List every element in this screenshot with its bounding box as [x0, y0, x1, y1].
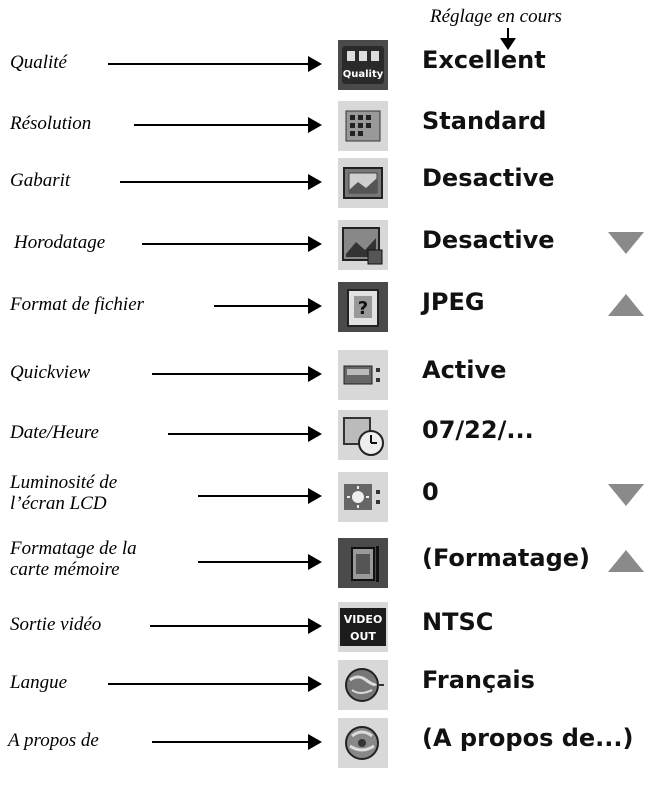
about-icon: [338, 718, 388, 768]
setting-value: Français: [422, 666, 535, 694]
setting-value: Active: [422, 356, 507, 384]
setting-value: Excellent: [422, 46, 546, 74]
setting-label-line: Date/Heure: [10, 422, 99, 443]
setting-label-line: Qualité: [10, 52, 67, 73]
setting-label-line: Langue: [10, 672, 67, 693]
caption-text: Réglage en cours: [430, 6, 562, 27]
setting-label: [10, 672, 67, 693]
clock-icon: [338, 410, 388, 460]
pointer-arrow: [168, 426, 322, 442]
setting-label: [8, 730, 99, 751]
setting-label-line: Format de fichier: [10, 294, 145, 315]
pointer-arrow: [214, 298, 322, 314]
setting-label-line: Formatage de la: [10, 538, 137, 559]
setting-value: Standard: [422, 107, 547, 135]
setting-label-line: Luminosité de: [10, 472, 118, 493]
language-icon: [338, 660, 388, 710]
pointer-arrow: [152, 366, 322, 382]
scroll-down-triangle-icon: [608, 232, 644, 254]
quality-icon: [338, 40, 388, 90]
template-icon: [338, 158, 388, 208]
setting-value: 0: [422, 478, 439, 506]
date-stamp-icon: [338, 220, 388, 270]
pointer-arrow: [198, 554, 322, 570]
setting-value: (Formatage): [422, 544, 591, 572]
setting-label: [10, 538, 137, 580]
setting-value: Desactive: [422, 164, 555, 192]
setting-value: 07/22/...: [422, 416, 534, 444]
setting-value: JPEG: [422, 288, 485, 316]
setting-label-line: Sortie vidéo: [10, 614, 102, 635]
setting-label-line: Horodatage: [14, 232, 106, 253]
pointer-arrow: [198, 488, 322, 504]
svg-text:OUT: OUT: [350, 630, 376, 643]
setting-label: [10, 294, 144, 315]
setting-label-line: l’écran LCD: [10, 493, 107, 514]
setting-label-line: carte mémoire: [10, 559, 120, 580]
setting-label: [10, 422, 99, 443]
svg-text:Quality: Quality: [342, 69, 384, 80]
pointer-arrow: [120, 174, 322, 190]
setting-value: (A propos de...): [422, 724, 634, 752]
video-out-icon: [338, 602, 388, 652]
trash-icon: [338, 538, 388, 588]
scroll-up-triangle-icon: [608, 294, 644, 316]
scroll-up-triangle-icon: [608, 550, 644, 572]
setting-value: Desactive: [422, 226, 555, 254]
setting-label: [10, 113, 91, 134]
setting-label-line: A propos de: [8, 730, 99, 751]
pointer-arrow: [150, 618, 322, 634]
setting-label-line: Résolution: [10, 113, 92, 134]
pointer-arrow: [134, 117, 322, 133]
setting-label-line: Quickview: [10, 362, 91, 383]
resolution-icon: [338, 101, 388, 151]
setting-label: [10, 472, 117, 514]
pointer-arrow: [142, 236, 322, 252]
file-format-icon: [338, 282, 388, 332]
setting-label: [10, 614, 101, 635]
quickview-icon: [338, 350, 388, 400]
svg-text:VIDEO: VIDEO: [343, 613, 383, 626]
setting-label: [10, 170, 70, 191]
setting-label: [14, 232, 105, 253]
brightness-icon: [338, 472, 388, 522]
pointer-arrow: [108, 56, 322, 72]
setting-value: NTSC: [422, 608, 494, 636]
pointer-arrow: [152, 734, 322, 750]
setting-label-line: Gabarit: [10, 170, 71, 191]
scroll-down-triangle-icon: [608, 484, 644, 506]
setting-label: [10, 362, 90, 383]
pointer-arrow: [108, 676, 322, 692]
setting-label: [10, 52, 67, 73]
svg-text:?: ?: [357, 298, 369, 319]
